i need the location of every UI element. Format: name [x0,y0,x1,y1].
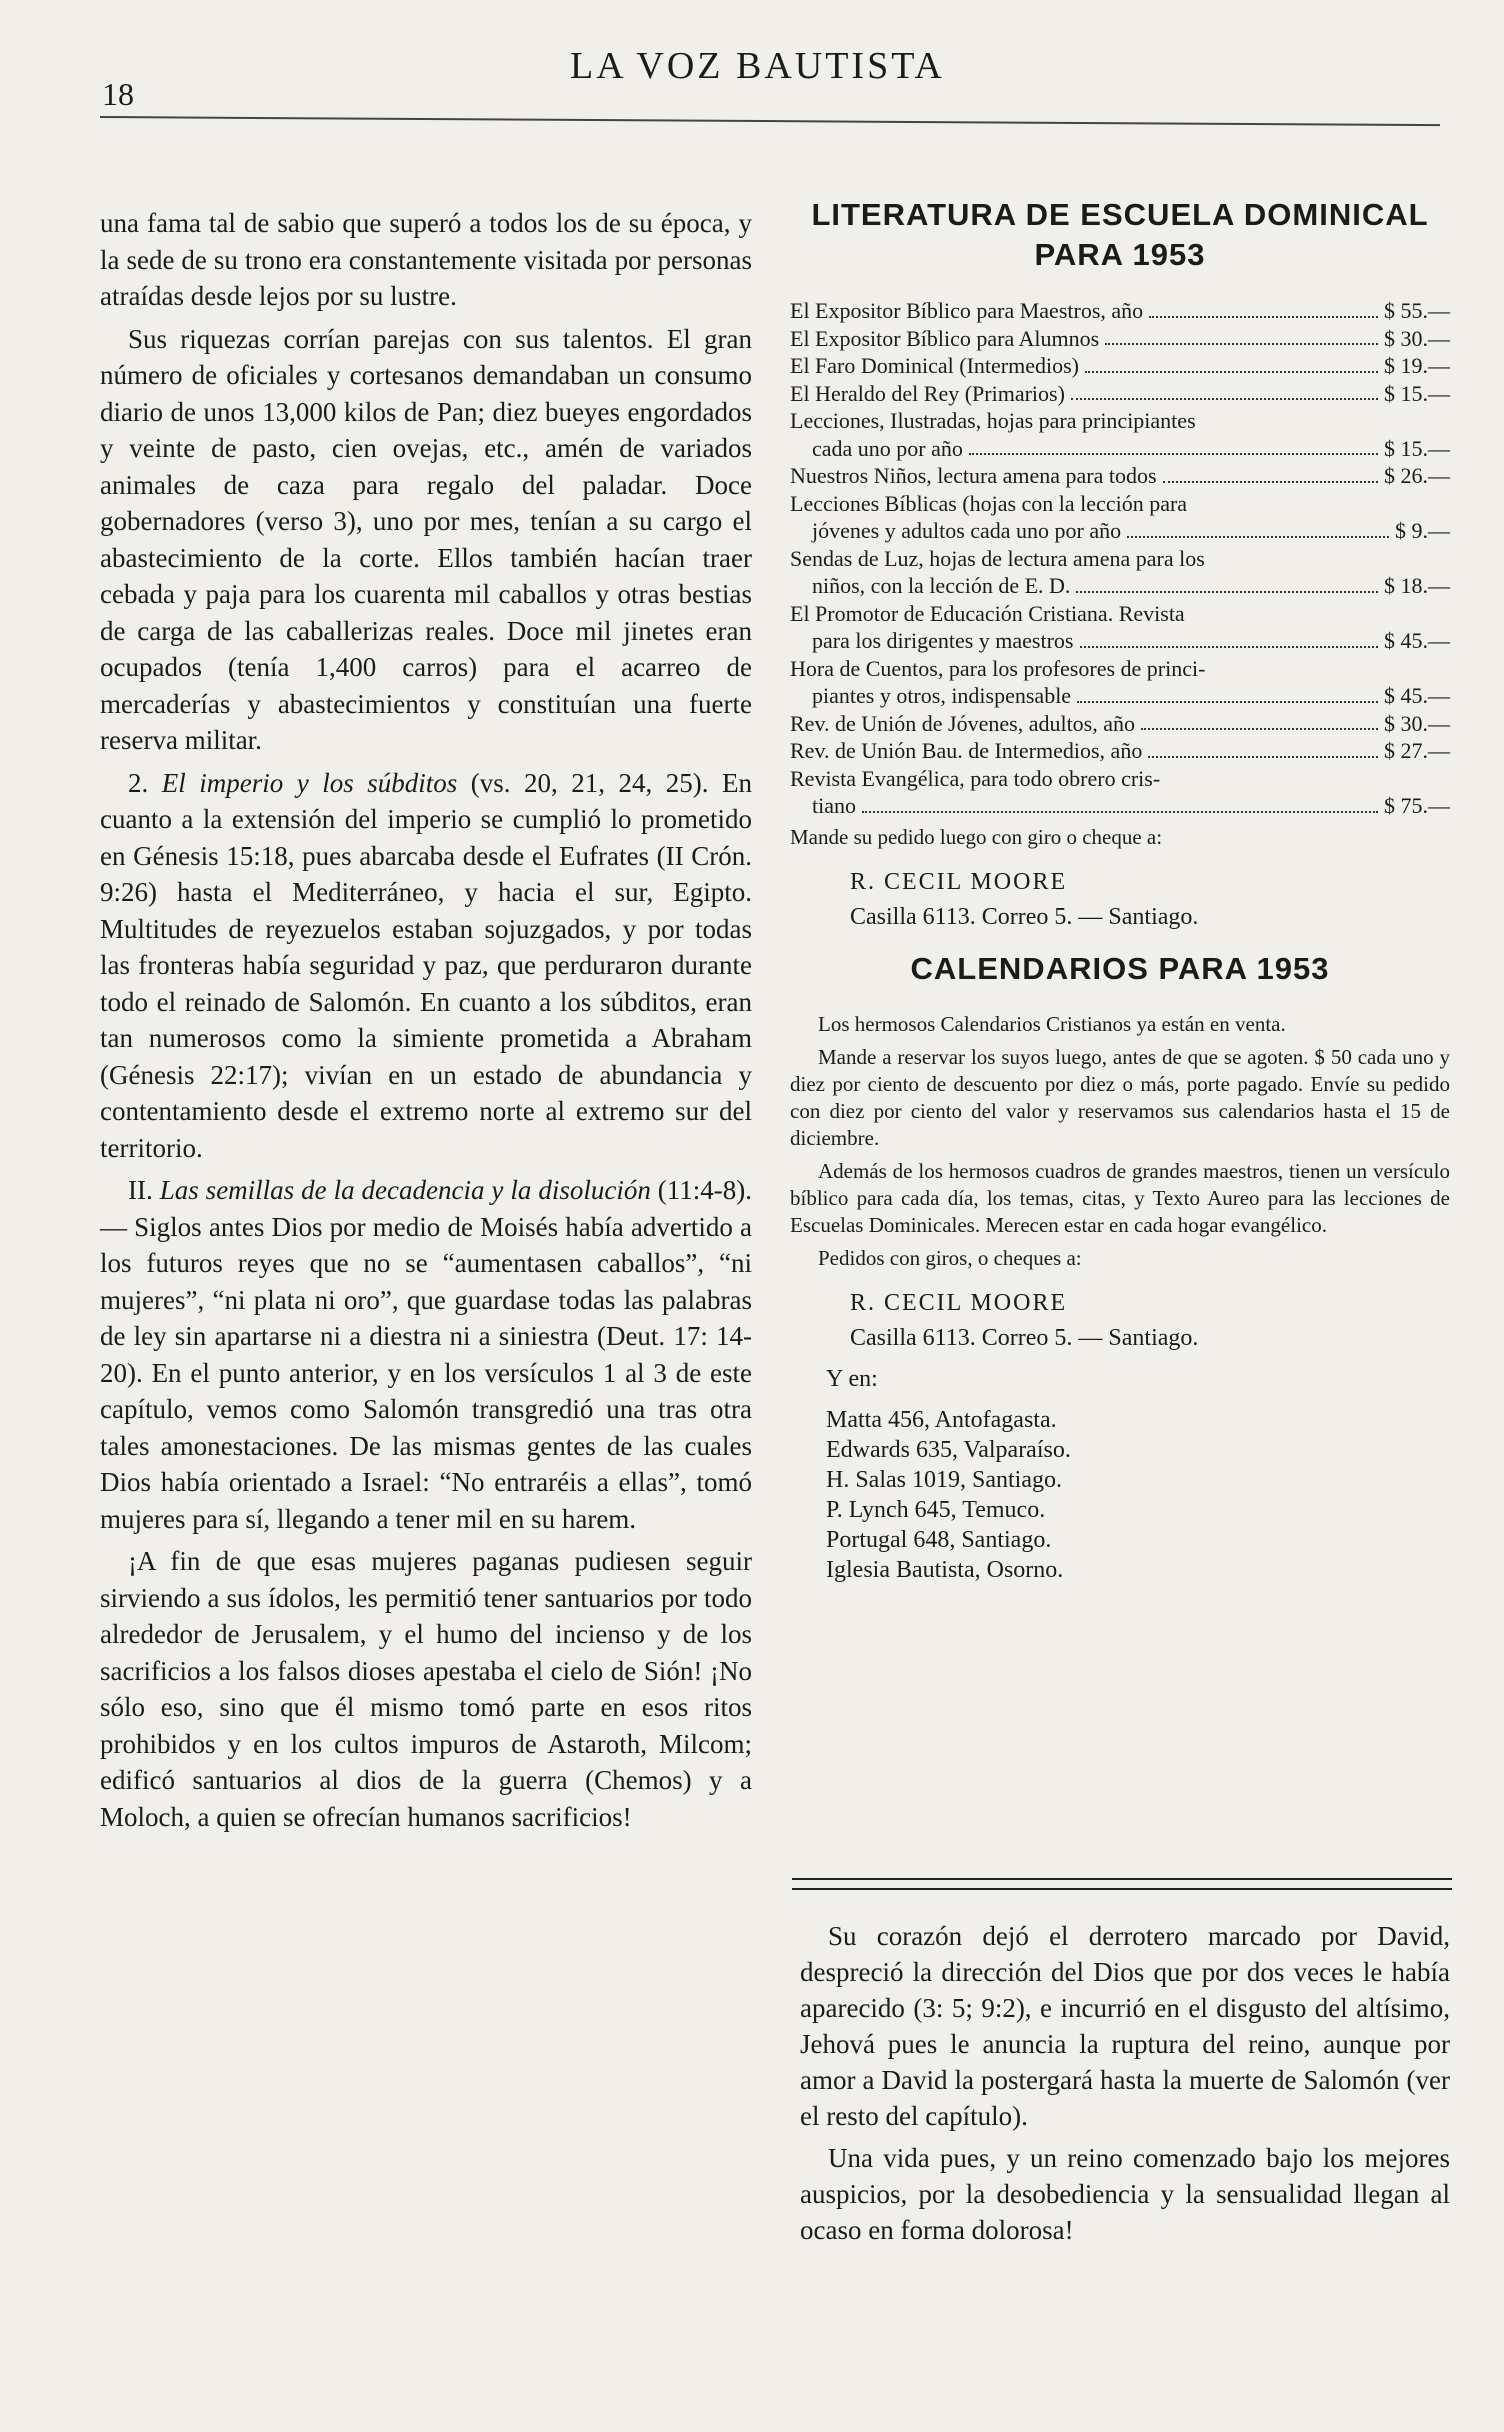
leader-dots [1077,701,1378,703]
literatura-item-name: Nuestros Niños, lectura amena para todos [790,463,1157,488]
left-paragraph-5: ¡A fin de que esas mujeres paganas pudiesen seguir sirviendo a sus ídolos, les permitió tener santuarios por todo alrededor de Jerusalem, y el humo del incienso y de los sacrificios a los falsos dioses apestaba el cielo de Sión! ¡No sólo eso, sino que él mismo tomó parte en esos ritos prohibidos y en los cultos impuros de Astaroth, Milcom; edificó santuarios al dios de la guerra (Chemos) y a Moloch, a quien se ofrecían humanos sacrificios! [100,1546,752,1832]
leader-dots [1105,343,1378,345]
literatura-item-name: Rev. de Unión de Jóvenes, adultos, año [790,710,1136,736]
literatura-item-price: $ 30.— [1384,325,1450,351]
leader-dots [1149,316,1378,318]
address-item: Iglesia Bautista, Osorno. [826,1556,1064,1583]
leader-dots [1148,756,1378,758]
literatura-price-list [790,297,1450,820]
right-bottom-paragraph-2: Una vida pues, y un reino comenzado bajo los mejores auspicios, por la desobediencia y la sensualidad llegan al ocaso en forma dolorosa! [800,2143,1450,2245]
calendarios-contact-name: R. CECIL MOORE [850,1289,1068,1316]
literatura-item-row [790,682,1450,710]
literatura-item-price: $ 27.— [1384,738,1450,763]
section-text: (11:4-8). — Siglos antes Dios por medio de Moisés había advertido a los futuros reyes que no se “aumentasen caballos”, “ni mujeres”, “ni plata ni oro”, que guardase todas las palabras de ley sin apartarse ni a diestra ni a siniestra (Deut. 17: 14-20). En el punto anterior, y en los versículos 1 al 3 de este capítulo, vemos como Salomón transgredió una tras otra tales amonestaciones. De las mismas gentes de las cuales Dios había orientado a Israel: “No entraréis a ellas”, tomó mujeres para sí, llegando a tener mil en su harem. [100,1175,753,1534]
literatura-item [790,737,1450,765]
leader-dots [1085,371,1378,373]
literatura-item [790,490,1450,545]
literatura-item [790,407,1450,462]
literatura-item-price: $ 18.— [1384,573,1450,598]
section-number: II. [128,1175,153,1205]
left-paragraph-2: Sus riquezas corrían parejas con sus talentos. El gran número de oficiales y cortesanos demandaban un consumo diario de unos 13,000 kilos de Pan; diez bueyes engordados y veinte de pasto, cien ovejas, etc., amén de variados animales de caza para regalo del paladar. Doce gobernadores (verso 3), uno por mes, tenían a su cargo el abastecimiento de la corte. Ellos también hacían traer cebada y paja para los cuarenta mil caballos y otras bestias de carga de las caballerizas reales. Doce mil jinetes eran ocupados (tenía 1,400 carros) para el acarreo de mercaderías y abastecimientos y constituían una fuerte reserva militar. [100,323,752,755]
literatura-item [790,462,1450,490]
literatura-item-row [790,627,1450,655]
literatura-item-continuation: niños, con la lección de E. D. [812,573,1071,598]
literatura-item [790,600,1450,655]
section-heading-decadencia: Las semillas de la decadencia y la disolución [159,1175,651,1205]
literatura-item-row [790,792,1450,820]
literatura-item-row [790,462,1450,490]
address-item: Portugal 648, Santiago. [826,1526,1052,1553]
literatura-item-continuation: para los dirigentes y maestros [812,628,1074,653]
literatura-item-continuation: jóvenes y adultos cada uno por año [812,518,1122,543]
literatura-item-price: $ 30.— [1384,710,1450,736]
leader-dots [1127,536,1389,538]
literatura-item-price: $ 75.— [1384,793,1450,818]
address-item: Matta 456, Antofagasta. [826,1406,1057,1433]
leader-dots [862,811,1378,813]
address-item: H. Salas 1019, Santiago. [826,1466,1062,1493]
literatura-item-continuation: tiano [812,793,856,818]
literatura-item-price: $ 9.— [1395,518,1450,543]
calendarios-section [790,949,1450,1585]
y-en-label: Y en: [826,1365,878,1392]
literatura-item-row [790,352,1450,380]
literatura-item-name: El Expositor Bíblico para Alumnos [790,325,1100,351]
literatura-item-price: $ 45.— [1384,683,1450,708]
page-number: 18 [102,76,134,112]
address-item: P. Lynch 645, Temuco. [826,1496,1046,1523]
calendarios-title: CALENDARIOS PARA 1953 [910,950,1330,986]
literatura-item-row [790,325,1450,353]
literatura-item-price: $ 55.— [1384,298,1450,323]
leader-dots [1080,646,1379,648]
literatura-item-row [790,517,1450,545]
section-divider [792,1878,1452,1890]
literatura-item [790,325,1450,353]
literatura-footer: Mande su pedido luego con giro o cheque a: [790,824,1163,849]
literatura-item [790,710,1450,738]
literatura-item-row [790,380,1450,408]
literatura-item-price: $ 15.— [1384,380,1450,406]
calendarios-paragraph-1: Los hermosos Calendarios Cristianos ya están en venta. [818,1011,1286,1036]
literatura-item-name: Revista Evangélica, para todo obrero cris- [790,765,1161,791]
section-number: 2. [128,767,149,798]
section-heading-imperio: El imperio y los súbditos [161,767,458,798]
literatura-item [790,545,1450,600]
leader-dots [1071,398,1378,400]
literatura-item-name: El Promotor de Educación Cristiana. Revista [790,600,1185,626]
leader-dots [1076,591,1378,593]
literatura-section [790,195,1450,931]
literatura-item-continuation: piantes y otros, indispensable [812,683,1072,708]
literatura-contact-address: Casilla 6113. Correo 5. — Santiago. [850,903,1199,930]
literatura-item-continuation: cada uno por año [812,435,963,461]
left-column [100,205,752,1841]
right-column [790,195,1450,1585]
literatura-item-name: El Faro Dominical (Intermedios) [790,353,1079,378]
page-header [100,36,1460,116]
section-text: (vs. 20, 21, 24, 25). En cuanto a la extensión del imperio se cumplió lo prometido en Génesis 15:18, pues abarcaba desde el Eufrates (II Crón. 9:26) hasta el Mediterráneo, y hacia el sur, Egipto. Multitudes de reyezuelos estaban sojuzgados, y por todas las fronteras había seguridad y paz, que perduraron durante todo el reinado de Salomón. En cuanto a los súbditos, eran tan numerosos como la simiente prometida a Abraham (Génesis 22:17); vivían en un estado de abundancia y contentamiento desde el extremo norte al extremo sur del territorio. [100,767,753,1163]
left-paragraph-1: una fama tal de sabio que superó a todos los de su época, y la sede de su trono era constantemente visitada por personas atraídas desde lejos por su lustre. [100,208,752,311]
calendarios-paragraph-2: Mande a reservar los suyos luego, antes de que se agoten. $ 50 cada uno y diez por ciento de descuento por diez o más, porte pagado. Envíe su pedido con diez por ciento del valor y reservamos sus calendarios hasta el 15 de diciembre. [790,1044,1450,1150]
leader-dots [1141,728,1378,730]
literatura-item-price: $ 15.— [1384,435,1450,461]
leader-dots [1163,481,1378,483]
literatura-item [790,655,1450,710]
left-paragraph-3 [100,765,752,1167]
literatura-item-name: Lecciones Bíblicas (hojas con la lección para [790,490,1188,516]
literatura-item-price: $ 19.— [1384,353,1450,378]
right-bottom-paragraph-1: Su corazón dejó el derrotero marcado por David, despreció la dirección del Dios que por dos veces le había aparecido (3: 5; 9:2), e incurrió en el disgusto del altísimo, Jehová pues le anuncia la ruptura del reino, aunque por amor a David la postergará hasta la muerte de Salomón (ver el resto del capítulo). [800,1921,1450,2131]
header-title: LA VOZ BAUTISTA [570,45,945,87]
literatura-contact-name: R. CECIL MOORE [850,868,1068,895]
address-item: Edwards 635, Valparaíso. [826,1436,1071,1463]
leader-dots [969,453,1378,455]
literatura-item-price: $ 45.— [1384,628,1450,653]
literatura-item [790,297,1450,325]
literatura-item-price: $ 26.— [1384,463,1450,488]
calendarios-paragraph-3: Además de los hermosos cuadros de grandes maestros, tienen un versículo bíblico para cada día, los temas, citas, y Texto Aureo para las lecciones de Escuelas Dominicales. Merecen estar en cada hogar evangélico. [790,1158,1450,1237]
header-rule [100,116,1440,126]
literatura-item-row [790,435,1450,463]
literatura-title: LITERATURA DE ESCUELA DOMINICAL PARA 1953 [811,197,1429,272]
calendarios-contact-address: Casilla 6113. Correo 5. — Santiago. [850,1324,1199,1351]
literatura-item-name: Lecciones, Ilustradas, hojas para principiantes [790,408,1196,433]
literatura-item [790,380,1450,408]
literatura-item-name: Sendas de Luz, hojas de lectura amena para los [790,545,1205,571]
literatura-item [790,765,1450,820]
literatura-item-name: Hora de Cuentos, para los profesores de princi- [790,655,1206,681]
literatura-item-row [790,297,1450,325]
address-list [826,1405,1450,1585]
literatura-item-row [790,737,1450,765]
literatura-item [790,352,1450,380]
literatura-item-row [790,710,1450,738]
literatura-item-name: El Expositor Bíblico para Maestros, año [790,298,1144,323]
left-paragraph-4 [100,1172,752,1537]
literatura-item-name: Rev. de Unión Bau. de Intermedios, año [790,738,1143,763]
literatura-item-name: El Heraldo del Rey (Primarios) [790,380,1065,406]
calendarios-paragraph-4: Pedidos con giros, o cheques a: [818,1245,1082,1270]
right-bottom-column [800,1918,1450,2254]
literatura-item-row [790,572,1450,600]
